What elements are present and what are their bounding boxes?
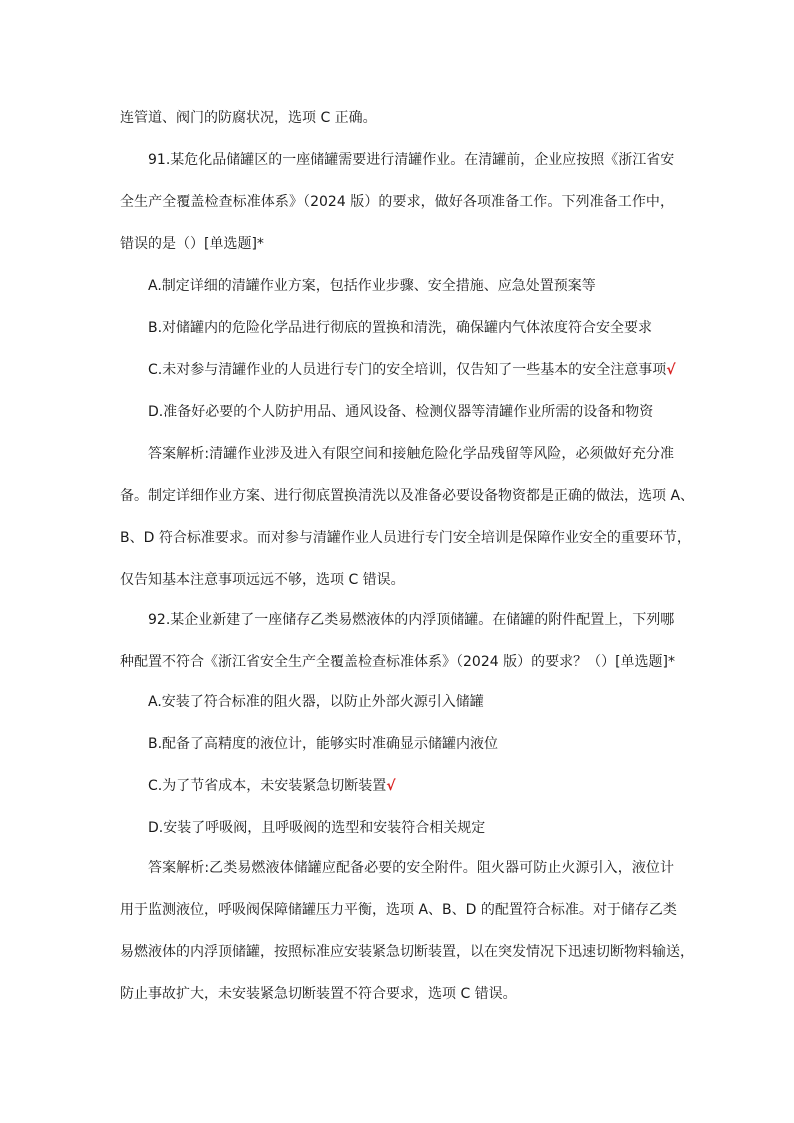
q91-analysis-line-3: B、D 符合标准要求。而对参与清罐作业人员进行专门安全培训是保障作业安全的重要环节， [120, 530, 691, 546]
q92-option-d: D.安装了呼吸阀，且呼吸阀的选型和安装符合相关规定 [148, 820, 486, 836]
q92-option-a: A.安装了符合标准的阻火器，以防止外部火源引入储罐 [148, 694, 484, 710]
q91-analysis-line-1: 答案解析:清罐作业涉及进入有限空间和接触危险化学品残留等风险，必须做好充分准 [148, 446, 674, 462]
q92-option-b: B.配备了高精度的液位计，能够实时准确显示储罐内液位 [148, 736, 499, 752]
q92-analysis-line-3: 易燃液体的内浮顶储罐，按照标准应安装紧急切断装置，以在突发情况下迅速切断物料输送， [120, 944, 694, 960]
q91-stem-line-2: 全生产全覆盖检查标准体系》（2024 版）的要求，做好各项准备工作。下列准备工作中， [120, 194, 674, 210]
q91-stem-line-3: 错误的是（）[单选题]* [120, 236, 264, 252]
q91-option-b: B.对储罐内的危险化学品进行彻底的置换和清洗，确保罐内气体浓度符合安全要求 [148, 320, 653, 336]
q92-analysis-line-2: 用于监测液位，呼吸阀保障储罐压力平衡，选项 A、B、D 的配置符合标准。对于储存乙类 [120, 902, 677, 918]
q92-stem-line-2: 种配置不符合《浙江省安全生产全覆盖检查标准体系》（2024 版）的要求？（）[单选题]* [120, 654, 676, 670]
q92-correct-check-icon: √ [386, 778, 396, 794]
q91-option-d: D.准备好必要的个人防护用品、通风设备、检测仪器等清罐作业所需的设备和物资 [148, 404, 654, 420]
q92-analysis-line-4: 防止事故扩大，未安装紧急切断装置不符合要求，选项 C 错误。 [120, 986, 517, 1002]
q91-correct-check-icon: √ [666, 362, 676, 378]
q91-stem-line-1: 91.某危化品储罐区的一座储罐需要进行清罐作业。在清罐前，企业应按照《浙江省安 [148, 152, 675, 168]
q92-option-c: C.为了节省成本，未安装紧急切断装置 [148, 778, 387, 794]
q91-option-a: A.制定详细的清罐作业方案，包括作业步骤、安全措施、应急处置预案等 [148, 278, 596, 294]
q91-option-c-row [148, 360, 676, 380]
q91-analysis-line-2: 备。制定详细作业方案、进行彻底置换清洗以及准备必要设备物资都是正确的做法，选项 A、 [120, 488, 695, 504]
q91-option-c: C.未对参与清罐作业的人员进行专门的安全培训，仅告知了一些基本的安全注意事项 [148, 362, 667, 378]
q92-option-c-row [148, 776, 396, 796]
intro-line: 连管道、阀门的防腐状况，选项 C 正确。 [120, 110, 377, 126]
q92-analysis-line-1: 答案解析:乙类易燃液体储罐应配备必要的安全附件。阻火器可防止火源引入，液位计 [148, 860, 674, 876]
q91-analysis-line-4: 仅告知基本注意事项远远不够，选项 C 错误。 [120, 572, 405, 588]
q92-stem-line-1: 92.某企业新建了一座储存乙类易燃液体的内浮顶储罐。在储罐的附件配置上，下列哪 [148, 612, 675, 628]
